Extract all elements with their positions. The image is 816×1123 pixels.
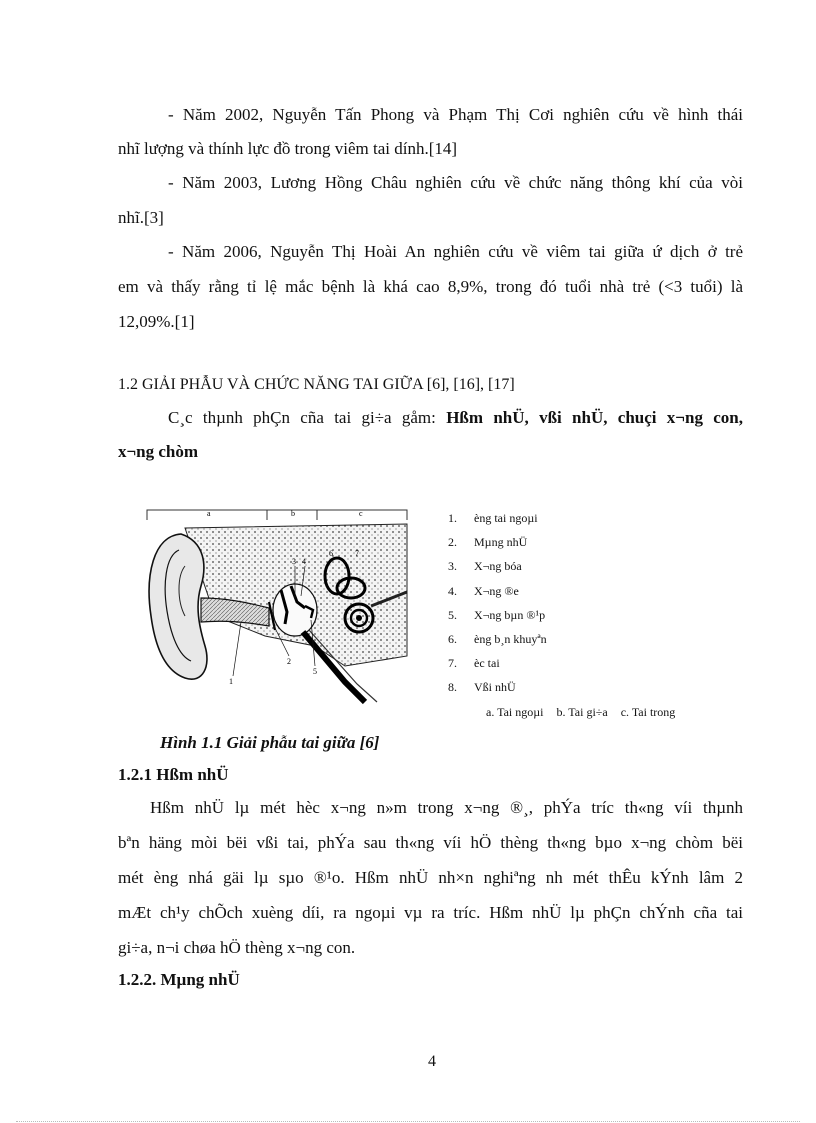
legend-item: 7. èc tai — [448, 656, 500, 670]
legend-item: 4. X¬ng ®e — [448, 584, 519, 598]
page-number: 4 — [428, 1053, 436, 1070]
number-label-8: 8 — [357, 691, 361, 700]
paragraph-2-line-2: nhĩ.[3] — [118, 208, 164, 227]
sub-legend-a: a. Tai ngoµi — [486, 705, 544, 719]
figure-sub-legend — [486, 705, 685, 720]
paragraph-3-line-3: 12,09%.[1] — [118, 312, 195, 331]
section-heading: 1.2 GIẢI PHẪU VÀ CHỨC NĂNG TAI GIỮA [6], [16], [17] — [118, 376, 515, 393]
number-label-4: 4 — [302, 557, 306, 566]
legend-item: 5. X¬ng bµn ®¹p — [448, 608, 546, 622]
number-label-1: 1 — [229, 677, 233, 686]
sub-legend-c: c. Tai trong — [620, 705, 676, 719]
legend-item: 2. Mµng nhÜ — [448, 535, 528, 549]
section-intro-line-2: x¬ng chòm — [118, 442, 199, 461]
section-intro-line-1 — [168, 407, 743, 429]
subsection-122-heading: 1.2.2. Mµng nhÜ — [118, 970, 240, 989]
legend-item: 8. Vßi nhÜ — [448, 680, 516, 694]
subsection-121-line-4: mÆt ch¹y chÕch xuèng díi, ra ngoµi vµ ra tríc. Hßm nhÜ lµ phÇn chÝnh cña tai — [118, 903, 743, 922]
paragraph-3-line-1: - Năm 2006, Nguyễn Thị Hoài An nghiên cứu về viêm tai giữa ứ dịch ở trẻ — [168, 242, 743, 261]
paragraph-2-line-1: - Năm 2003, Lương Hồng Châu nghiên cứu về chức năng thông khí của vòi — [168, 173, 743, 192]
bracket-label-a: a — [207, 509, 211, 518]
ear-anatomy-figure — [145, 506, 413, 712]
subsection-121-line-5: gi÷a, n¬i chøa hÖ thèng x¬ng con. — [118, 938, 356, 957]
sub-legend-b: b. Tai gi÷a — [556, 705, 608, 719]
number-label-2: 2 — [287, 657, 291, 666]
section-intro-normal: C¸c thµnh phÇn cña tai gi÷a gåm: — [168, 408, 447, 427]
subsection-121-heading: 1.2.1 Hßm nhÜ — [118, 765, 229, 784]
paragraph-1-line-1: - Năm 2002, Nguyễn Tấn Phong và Phạm Thị Cơi nghiên cứu về hình thái — [168, 105, 743, 124]
number-label-6: 6 — [329, 549, 333, 558]
legend-item: 1. èng tai ngoµi — [448, 511, 538, 525]
number-label-7: 7 — [355, 549, 359, 558]
legend-item: 6. èng b¸n khuyªn — [448, 632, 547, 646]
number-label-5: 5 — [313, 667, 317, 676]
legend-item: 3. X¬ng bóa — [448, 559, 522, 573]
number-label-3: 3 — [292, 557, 296, 566]
bottom-divider — [16, 1121, 800, 1122]
subsection-121-line-2: bªn häng mòi bëi vßi tai, phÝa sau th«ng víi hÖ thèng th«ng bµo x¬ng chòm bëi — [118, 833, 743, 852]
bracket-label-c: c — [359, 509, 363, 518]
bracket-label-b: b — [291, 509, 295, 518]
section-intro-bold: Hßm nhÜ, vßi nhÜ, chuçi x¬ng con, — [446, 408, 743, 427]
paragraph-3-line-2: em và thấy rằng tỉ lệ mắc bệnh là khá cao 8,9%, trong đó tuổi nhà trẻ (<3 tuổi) là — [118, 277, 743, 296]
subsection-121-line-3: mét èng nhá gäi lµ sµo ®¹o. Hßm nhÜ nh×n nghiªng nh mét thÊu kÝnh lâm 2 — [118, 868, 743, 887]
subsection-121-line-1: Hßm nhÜ lµ mét hèc x¬ng n»m trong x¬ng ®¸, phÝa tríc th«ng víi thµnh — [150, 798, 743, 817]
figure-caption: Hình 1.1 Giải phẫu tai giữa [6] — [160, 733, 380, 752]
paragraph-1-line-2: nhĩ lượng và thính lực đồ trong viêm tai dính.[14] — [118, 139, 458, 158]
ear-anatomy-illustration — [145, 506, 413, 712]
